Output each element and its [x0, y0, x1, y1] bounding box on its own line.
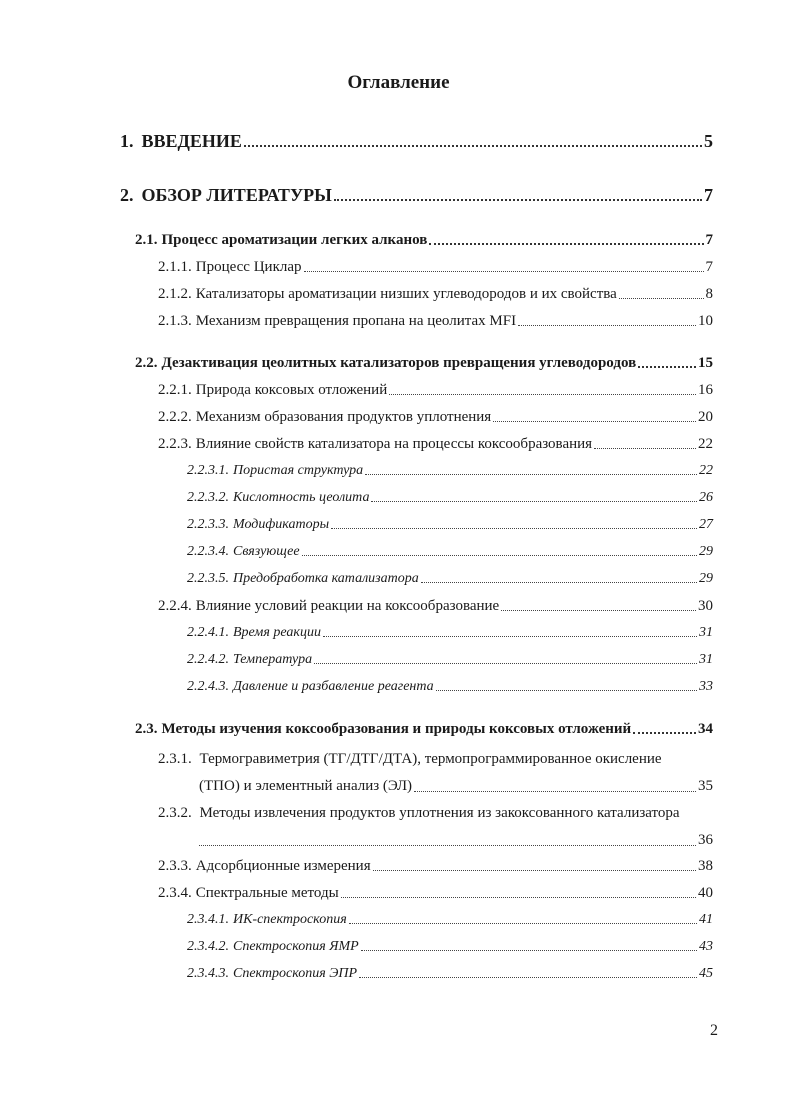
toc-entry-2-2-4-3[interactable]: [187, 680, 713, 694]
toc-title: Механизм образования продуктов уплотнения: [195, 409, 492, 425]
leader-dots: [436, 690, 697, 691]
toc-page: 7: [705, 259, 713, 275]
toc-page: 16: [698, 382, 713, 398]
toc-number: 2.2.3.3.: [187, 517, 229, 532]
toc-title: Процесс Циклар: [195, 259, 302, 275]
page-number: 2: [710, 1022, 718, 1039]
toc-page: 35: [698, 778, 713, 794]
toc-page: 29: [699, 544, 713, 559]
toc-number: 2.3.3.: [158, 858, 192, 874]
leader-dots: [199, 845, 696, 846]
leader-dots: [244, 145, 702, 147]
leader-dots: [421, 582, 697, 583]
leader-dots: [371, 501, 697, 502]
toc-title: Пористая структура: [233, 463, 364, 478]
toc-title-line1: Термогравиметрия (ТГ/ДТГ/ДТА), термопрограммированное окисление: [199, 751, 662, 767]
toc-entry-2-3-3[interactable]: [158, 859, 713, 874]
toc-entry-2-2-3-1[interactable]: [187, 464, 713, 478]
toc-number: 2.2.3.: [158, 436, 192, 452]
leader-dots: [619, 298, 704, 299]
leader-dots: [331, 528, 697, 529]
toc-title: Связующее: [233, 544, 300, 559]
toc-number: 2.3.: [135, 721, 158, 737]
toc-page: 36: [698, 832, 713, 848]
toc-page: 31: [699, 652, 713, 667]
toc-page: 30: [698, 598, 713, 614]
toc-number: 2.2.4.2.: [187, 652, 229, 667]
toc-number: 2.2.: [135, 355, 158, 371]
page-title: Оглавление: [347, 72, 450, 93]
toc-entry-2-1[interactable]: [135, 233, 713, 248]
toc-entry-2-2-3[interactable]: [158, 437, 713, 452]
toc-title: Дезактивация цеолитных катализаторов превращения углеводородов: [161, 355, 637, 371]
leader-dots: [323, 636, 697, 637]
leader-dots: [302, 555, 697, 556]
toc-title: Предобработка катализатора: [233, 571, 419, 586]
leader-dots: [304, 271, 704, 272]
toc-title: Температура: [233, 652, 313, 667]
toc-number: 2.3.2.: [158, 805, 192, 821]
toc-page: 31: [699, 625, 713, 640]
toc-page: 29: [699, 571, 713, 586]
toc-title: Природа коксовых отложений: [195, 382, 388, 398]
leader-dots: [365, 474, 697, 475]
toc-page: 22: [698, 436, 713, 452]
toc-title: Методы изучения коксообразования и природы коксовых отложений: [161, 721, 632, 737]
toc-page: 22: [699, 463, 713, 478]
leader-dots: [638, 366, 696, 368]
toc-title: Спектральные методы: [195, 885, 339, 901]
toc-number: 2.2.4.1.: [187, 625, 229, 640]
leader-dots: [389, 394, 696, 395]
toc-entry-2-2-4-2[interactable]: [187, 653, 713, 667]
toc-page: 7: [704, 185, 713, 205]
toc-title: ОБЗОР ЛИТЕРАТУРЫ: [141, 185, 332, 205]
leader-dots: [334, 199, 702, 201]
toc-entry-2-3-4[interactable]: [158, 886, 713, 901]
toc-title: Кислотность цеолита: [233, 490, 370, 505]
toc-title: Спектроскопия ЯМР: [233, 939, 359, 954]
toc-page: 45: [699, 966, 713, 981]
leader-dots: [493, 421, 696, 422]
toc-title: Адсорбционные измерения: [195, 858, 371, 874]
toc-title: Давление и разбавление реагента: [233, 679, 434, 694]
toc-title: Спектроскопия ЭПР: [233, 966, 358, 981]
toc-entry-2-3-4-1[interactable]: [187, 913, 713, 927]
toc-number: 2.2.2.: [158, 409, 192, 425]
toc-number: 2.1.: [135, 232, 158, 248]
leader-dots: [314, 663, 697, 664]
toc-page: 20: [698, 409, 713, 425]
toc-number: 2.2.4.3.: [187, 679, 229, 694]
toc-page: 27: [699, 517, 713, 532]
toc-entry-2-2-3-5[interactable]: [187, 572, 713, 586]
toc-number: 2.3.4.1.: [187, 912, 229, 927]
toc-entry-2-3-1-continuation[interactable]: [199, 778, 713, 795]
toc-page: 41: [699, 912, 713, 927]
toc-entry-literature-review[interactable]: [120, 186, 713, 204]
toc-title: Влияние условий реакции на коксообразование: [195, 598, 500, 614]
toc-entry-2-3-4-3[interactable]: [187, 967, 713, 981]
toc-entry-introduction[interactable]: [120, 132, 713, 150]
toc-entry-2-1-3[interactable]: [158, 314, 713, 329]
leader-dots: [341, 897, 696, 898]
toc-number: 2.3.4.3.: [187, 966, 229, 981]
toc-title: ВВЕДЕНИЕ: [141, 131, 242, 151]
toc-title: Влияние свойств катализатора на процессы коксообразования: [195, 436, 593, 452]
toc-title-line2: (ТПО) и элементный анализ (ЭЛ): [199, 778, 413, 794]
toc-entry-2-1-1[interactable]: [158, 260, 713, 275]
toc-entry-2-3-2-continuation[interactable]: [199, 832, 713, 849]
leader-dots: [373, 870, 696, 871]
toc-entry-2-3-2[interactable]: [158, 805, 680, 822]
toc-title: Время реакции: [233, 625, 321, 640]
toc-entry-2-1-2[interactable]: [158, 287, 713, 302]
toc-number: 2.3.4.: [158, 885, 192, 901]
toc-page: 26: [699, 490, 713, 505]
toc-page: 7: [705, 232, 713, 248]
toc-number: 2.2.1.: [158, 382, 192, 398]
leader-dots: [594, 448, 696, 449]
toc-title-line1: Методы извлечения продуктов уплотнения из закоксованного катализатора: [199, 805, 680, 821]
toc-page: 10: [698, 313, 713, 329]
toc-entry-2-2-3-4[interactable]: [187, 545, 713, 559]
leader-dots: [349, 923, 697, 924]
toc-page: 15: [698, 355, 713, 371]
toc-title: ИК-спектроскопия: [233, 912, 347, 927]
toc-page: 38: [698, 858, 713, 874]
toc-entry-2-2-3-3[interactable]: [187, 518, 713, 532]
toc-number: 2.2.3.5.: [187, 571, 229, 586]
toc-entry-2-3-4-2[interactable]: [187, 940, 713, 954]
leader-dots: [429, 243, 703, 245]
leader-dots: [414, 791, 696, 792]
leader-dots: [361, 950, 697, 951]
toc-number: 2.3.4.2.: [187, 939, 229, 954]
leader-dots: [633, 732, 696, 734]
toc-entry-2-2-3-2[interactable]: [187, 491, 713, 505]
toc-number: 2.2.3.2.: [187, 490, 229, 505]
toc-number: 2.1.2.: [158, 286, 192, 302]
toc-page: 33: [699, 679, 713, 694]
toc-title: Катализаторы ароматизации низших углеводородов и их свойства: [195, 286, 617, 302]
toc-entry-2-3-1[interactable]: [158, 751, 662, 768]
toc-entry-2-2-1[interactable]: [158, 383, 713, 398]
toc-entry-2-3[interactable]: [135, 722, 713, 737]
toc-title: Механизм превращения пропана на цеолитах MFI: [195, 313, 517, 329]
toc-page: 5: [704, 131, 713, 151]
toc-number: 2.2.3.1.: [187, 463, 229, 478]
toc-number: 2.1.1.: [158, 259, 192, 275]
toc-entry-2-2[interactable]: [135, 356, 713, 371]
toc-page: 40: [698, 885, 713, 901]
toc-page: 8: [705, 286, 713, 302]
toc-number: 2.2.4.: [158, 598, 192, 614]
toc-number: 2.2.3.4.: [187, 544, 229, 559]
toc-title: Модификаторы: [233, 517, 330, 532]
toc-page: 34: [698, 721, 713, 737]
toc-number: 2.: [120, 185, 134, 205]
toc-number: 1.: [120, 131, 134, 151]
leader-dots: [501, 610, 696, 611]
leader-dots: [359, 977, 697, 978]
toc-entry-2-2-4[interactable]: [158, 599, 713, 614]
toc-page: 43: [699, 939, 713, 954]
toc-title: Процесс ароматизации легких алканов: [161, 232, 428, 248]
toc-entry-2-2-4-1[interactable]: [187, 626, 713, 640]
leader-dots: [518, 325, 696, 326]
toc-number: 2.3.1.: [158, 751, 192, 767]
toc-entry-2-2-2[interactable]: [158, 410, 713, 425]
toc-number: 2.1.3.: [158, 313, 192, 329]
